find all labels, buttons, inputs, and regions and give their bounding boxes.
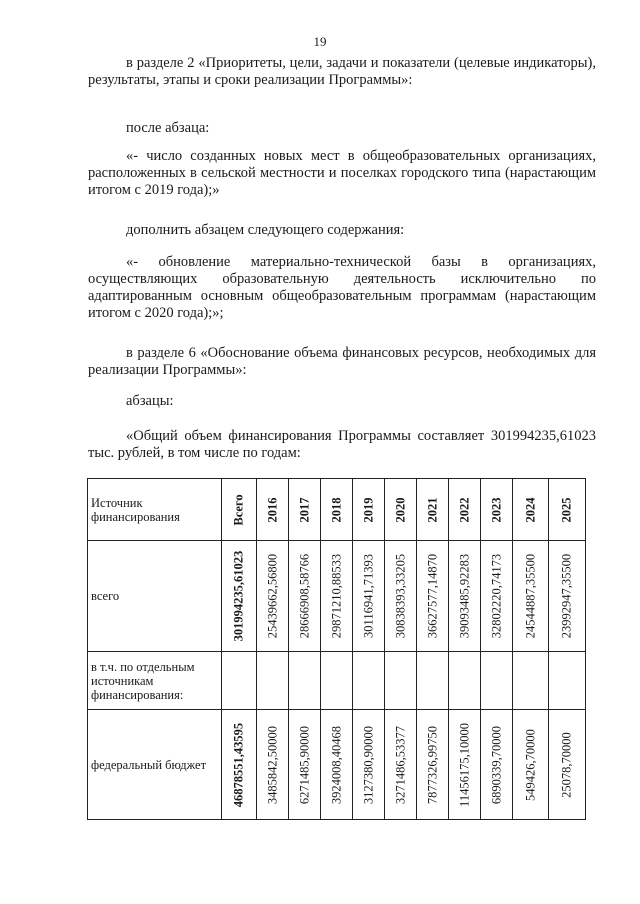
paragraph-add: дополнить абзацем следующего содержания: xyxy=(126,222,405,238)
page-number: 19 xyxy=(313,34,327,49)
table-cell: 25078,70000 xyxy=(549,710,586,820)
row-label-by-source: в т.ч. по отдельным источникам финансирования: xyxy=(88,652,222,710)
col-header-total: Всего xyxy=(222,479,257,541)
col-header-2024: 2024 xyxy=(513,479,549,541)
financing-table xyxy=(87,478,586,820)
table-cell xyxy=(289,652,321,710)
paragraph-quote-2: «- обновление материально-технической базы в организациях, осуществляющих образовательную деятельность исключительно по адаптированным основным общеобразовательным программам (нарастающим итогом с 2020 года);»; xyxy=(88,254,596,321)
table-cell: 3924008,40468 xyxy=(321,710,353,820)
table-cell xyxy=(417,652,449,710)
table-cell: 30116941,71393 xyxy=(353,541,385,652)
col-header-2025: 2025 xyxy=(549,479,586,541)
table-cell: 25439662,56800 xyxy=(257,541,289,652)
table-cell: 28666908,58766 xyxy=(289,541,321,652)
table-row xyxy=(88,541,586,652)
paragraph-quote-1: «- число созданных новых мест в общеобразовательных организациях, расположенных в сельской местности и поселках городского типа (нарастающим итогом с 2019 года);» xyxy=(88,148,596,198)
table-row xyxy=(88,710,586,820)
table-cell: 11456175,10000 xyxy=(449,710,481,820)
table-cell: 6890339,70000 xyxy=(481,710,513,820)
table-cell: 6271485,90000 xyxy=(289,710,321,820)
row-label-total: всего xyxy=(88,541,222,652)
table-cell: 30838393,33205 xyxy=(385,541,417,652)
table-cell: 7877326,99750 xyxy=(417,710,449,820)
table-row xyxy=(88,652,586,710)
table-header-row xyxy=(88,479,586,541)
table-cell xyxy=(449,652,481,710)
paragraph-section-6: в разделе 6 «Обоснование объема финансовых ресурсов, необходимых для реализации Программы»: xyxy=(88,345,596,378)
col-header-2022: 2022 xyxy=(449,479,481,541)
col-header-2023: 2023 xyxy=(481,479,513,541)
table-cell xyxy=(257,652,289,710)
paragraph-section-2: в разделе 2 «Приоритеты, цели, задачи и показатели (целевые индикаторы), результаты, этапы и сроки реализации Программы»: xyxy=(88,55,596,88)
row-label-federal: федеральный бюджет xyxy=(88,710,222,820)
table-cell: 24544887,35500 xyxy=(513,541,549,652)
table-cell xyxy=(549,652,586,710)
table-cell: 3485842,50000 xyxy=(257,710,289,820)
table-cell xyxy=(513,652,549,710)
table-cell xyxy=(353,652,385,710)
table-cell: 32802220,74173 xyxy=(481,541,513,652)
table-cell xyxy=(481,652,513,710)
col-header-2020: 2020 xyxy=(385,479,417,541)
table-cell xyxy=(321,652,353,710)
table-cell: 46878551,43595 xyxy=(222,710,257,820)
paragraph-abzacy: абзацы: xyxy=(126,393,174,409)
col-header-2018: 2018 xyxy=(321,479,353,541)
table-cell: 3271486,53377 xyxy=(385,710,417,820)
table-cell: 3127380,90000 xyxy=(353,710,385,820)
table-cell xyxy=(222,652,257,710)
table-cell: 29871210,88533 xyxy=(321,541,353,652)
table-cell: 23992947,35500 xyxy=(549,541,586,652)
col-header-2019: 2019 xyxy=(353,479,385,541)
col-header-2017: 2017 xyxy=(289,479,321,541)
table-cell: 39093485,92283 xyxy=(449,541,481,652)
source-header: Источник финансирования xyxy=(88,479,222,541)
col-header-2016: 2016 xyxy=(257,479,289,541)
paragraph-total: «Общий объем финансирования Программы составляет 301994235,61023 тыс. рублей, в том числе по годам: xyxy=(88,428,596,461)
paragraph-after: после абзаца: xyxy=(126,120,210,136)
table-cell: 36627577,14870 xyxy=(417,541,449,652)
table-cell: 549426,70000 xyxy=(513,710,549,820)
table-cell xyxy=(385,652,417,710)
col-header-2021: 2021 xyxy=(417,479,449,541)
table-cell: 301994235,61023 xyxy=(222,541,257,652)
